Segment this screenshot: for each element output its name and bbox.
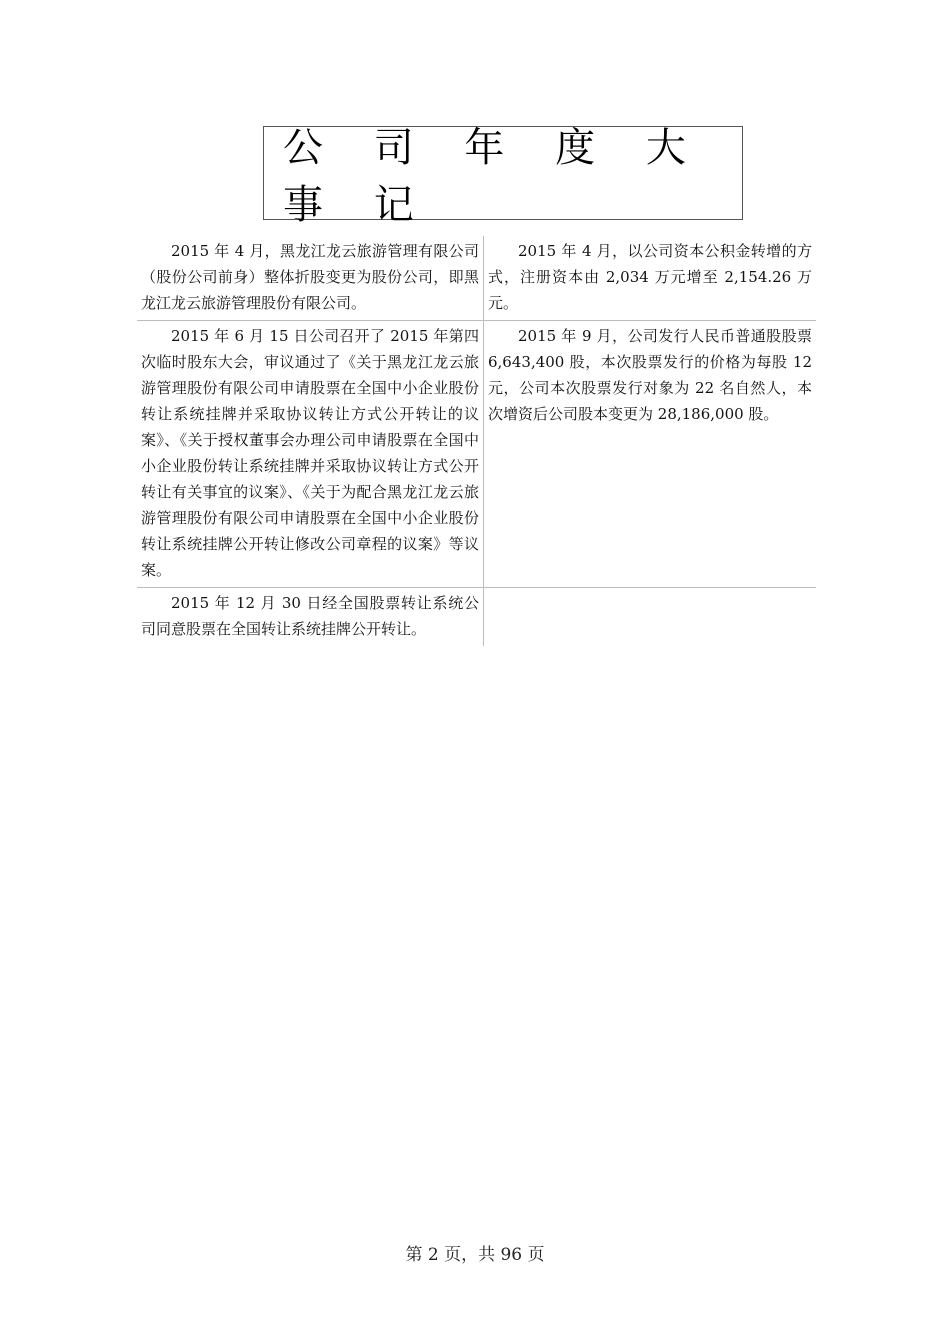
table-row: [137, 588, 816, 647]
event-cell: 2015 年 9 月，公司发行人民币普通股股票 6,643,400 股，本次股票发行的价格为每股 12 元，公司本次股票发行对象为 22 名自然人，本次增资后公司股本变更为 28,186,000 股。: [484, 321, 817, 588]
event-cell: 2015 年 6 月 15 日公司召开了 2015 年第四次临时股东大会，审议通过了《关于黑龙江龙云旅游管理股份有限公司申请股票在全国中小企业股份转让系统挂牌并采取协议转让方式公开转让的议案》、《关于授权董事会办理公司申请股票在全国中小企业股份转让系统挂牌并采取协议转让方式公开转让有关事宜的议案》、《关于为配合黑龙江龙云旅游管理股份有限公司申请股票在全国中小企业股份转让系统挂牌公开转让修改公司章程的议案》等议案。: [137, 321, 484, 588]
page-footer: 第 2 页，共 96 页: [405, 1245, 545, 1265]
page-title: 公 司 年 度 大 事 记: [283, 125, 705, 228]
event-cell: 2015 年 12 月 30 日经全国股票转让系统公司同意股票在全国转让系统挂牌公开转让。: [137, 588, 484, 647]
table-row: [137, 236, 816, 321]
page-title-box: [263, 125, 743, 228]
event-cell: 2015 年 4 月，黑龙江龙云旅游管理有限公司（股份公司前身）整体折股变更为股份公司，即黑龙江龙云旅游管理股份有限公司。: [137, 236, 484, 321]
event-cell: [484, 588, 817, 647]
event-cell: 2015 年 4 月，以公司资本公积金转增的方式，注册资本由 2,034 万元增至 2,154.26 万元。: [484, 236, 817, 321]
events-table: [137, 236, 816, 646]
table-row: [137, 321, 816, 588]
